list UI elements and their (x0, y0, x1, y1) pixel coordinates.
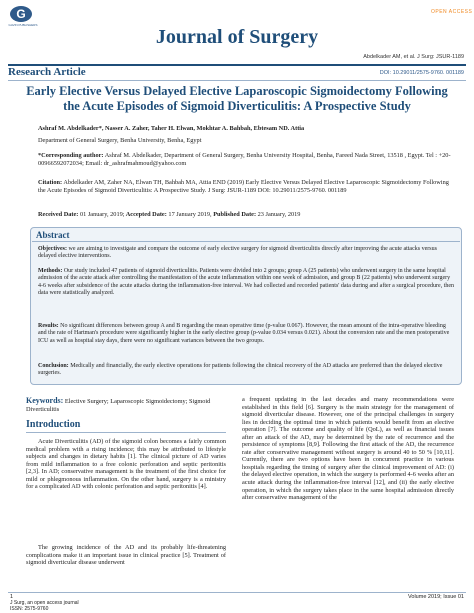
page-number: 1 (10, 594, 14, 600)
published-value: 23 January, 2019 (256, 211, 301, 218)
keywords (26, 397, 226, 413)
author-list: Ashraf M. Abdelkader*, Nasser A. Zaher, Taher H. Elwan, Mokhtar A. Bahbah, Ebtesam ND. Attia (38, 125, 305, 132)
doi-link[interactable]: DOI: 10.29011/2575-9760. 001189 (379, 70, 464, 76)
corresponding-author (38, 152, 458, 167)
article-title: Early Elective Versus Delayed Elective Laparoscopic Sigmoidectomy Following the Acute Episodes of Sigmoid Diverticulitis: A Prospective Study (26, 84, 448, 113)
received-value: 01 January, 2019; (78, 211, 125, 218)
section-label: Research Article (8, 66, 86, 78)
accepted-value: 17 January 2019, (166, 211, 212, 218)
conclusion-text: Medically and financially, the early elective operations for patients following the clinical recovery of the AD attacks are preferred than the delayed elective surgeries. (38, 363, 443, 377)
citation-block (38, 179, 458, 194)
article-dates (38, 211, 300, 219)
received-label: Received Date: (38, 211, 79, 218)
corresponding-text: Ashraf M. Abdelkader, Department of General Surgery, Benha University Hospital, Benha, Fareed Nada Street, 13518 , Egypt. Tel : +20-00966592072034; Email: dr_ashrafmahmoud@yahoo.com (38, 152, 451, 167)
logo-text: GAVIN PUBLISHERS (8, 23, 38, 27)
published-label: Published Date: (211, 211, 257, 218)
keywords-label: Keywords: (26, 396, 64, 405)
citation-label: Citation: (38, 179, 63, 186)
introduction-heading: Introduction (26, 419, 81, 430)
methods-text: Our study included 47 patients of sigmoid diverticulitis. Patients were divided into 2 groups; group A (25 patients) who underwent surgery in the same hospital admission of the acute attack after controlling the manifestation of the acute inflammation within one week of admission, and group B (22 patients) who underwent surgery 4-6 weeks after subsidence of the acute attacks during the inflammation-free interval. We had collected and recorded patients' data during and after a surgical procedure, then data were statistically analyzed. (38, 268, 455, 297)
objectives-text: we are aiming to investigate and compare the outcome of early elective surgery for sigmoid diverticulitis directly after improving the acute attacks versus delayed elective interventions. (38, 246, 437, 260)
abstract-objectives (38, 246, 456, 261)
citation-text: Abdelkader AM, Zaher NA, Elwan TH, Bahbah MA, Attia END (2019) Early Elective Versus Delayed Elective Laparoscopic Sigmoidectomy Following the Acute Episodes of Sigmoid Diverticulitis: A Prospective Study. J Surg: JSUR-1189 DOI: 10.29011/2575-9760. 001189 (38, 179, 449, 194)
intro-paragraph-right: a frequent updating in the last decades and many recommendations were established in this field [6]. Surgery is the main strategy for the management of sigmoid diverticular disease. However, one of the principal challenges in surgery lies in deciding the optimal time in which patients would benefit from an elective operation [7]. The outcome and quality of life (QoL), as well as financial issues after an attack of the AD, may be determined by the rate of recurrence and the persistence of symptoms [8,9]. Following the first attack of the AD, the recurrence rate after conservative management without surgery is around 40 to 50 % [10,11]. Currently, there are two options have been in concurrent practice in various hospitals regarding the timing of surgery after the clinical improvement of AD: (i) the delayed elective operation, in which the surgery is performed 4-6 weeks after an acute attack during the inflammation-free interval [12], and (ii) the early elective operation, in which the surgery takes place in the same hospital admission directly after conservative management of the (242, 396, 454, 502)
keywords-text: Elective Surgery; Laparoscopic Sigmoidectomy; Sigmoid Diverticulitis (26, 398, 211, 413)
accepted-label: Accepted Date: (124, 211, 167, 218)
logo-mark: G (10, 6, 32, 22)
conclusion-label: Conclusion: (38, 363, 69, 369)
intro-paragraph-1: Acute Diverticulitis (AD) of the sigmoid colon becomes a fairly common medical problem with a rising incidence; this may be attributed to lifestyle subjects and changes in dietary habits [1]. The clinical picture of AD varies from mild inflammation to a free colonic perforation and septic peritonitis [2,3]. In AD; conservative management is the treatment of the first choice for mild or phlegmonous inflammation. On the other hand, surgery is a ministry for a complicated AD with colonic perforation and septic peritonitis [4]. (26, 438, 226, 491)
abstract-conclusion (38, 363, 456, 378)
footer-journal-info (10, 601, 79, 612)
results-label: Results: (38, 323, 59, 329)
footer-issn: ISSN: 2575-9760 (10, 605, 49, 612)
abstract-heading: Abstract (36, 230, 70, 240)
abstract-methods (38, 268, 456, 298)
corresponding-label: *Corresponding author: (38, 152, 104, 159)
methods-label: Methods: (38, 268, 63, 274)
abstract-divider (32, 241, 460, 242)
abstract-results (38, 323, 456, 345)
results-text: No significant differences between group A and B regarding the mean operative time (p-value 0.067). However, the mean amount of the intra-operative bleeding and the rate of Hartman's procedure were significantly higher in the early elective group (p-value 0.034 versus 0.021). About the conversion rate and the men postoperative ICU as well as hospital stay days, there were no significant variances between the two groups. (38, 323, 450, 344)
affiliation: Department of General Surgery, Benha University, Benha, Egypt (38, 137, 202, 144)
footer-volume: Volume 2019; Issue 01 (408, 594, 464, 600)
open-access-badge: OPEN ACCESS (431, 9, 473, 15)
objectives-label: Objectives: (38, 246, 67, 252)
header-divider-thin (8, 80, 466, 81)
intro-paragraph-2: The growing incidence of the AD and its probably life-threatening complications make it an important issue in clinical practice [5]. Treatment of sigmoid diverticular disease underwent (26, 544, 226, 567)
journal-title: Journal of Surgery (155, 26, 319, 48)
introduction-divider (26, 432, 226, 433)
short-citation: Abdelkader AM, et al. J Surg: JSUR-1189 (363, 54, 464, 60)
footer-journal-line: J Surg, an open access journal (10, 600, 79, 606)
footer-divider (8, 592, 466, 593)
